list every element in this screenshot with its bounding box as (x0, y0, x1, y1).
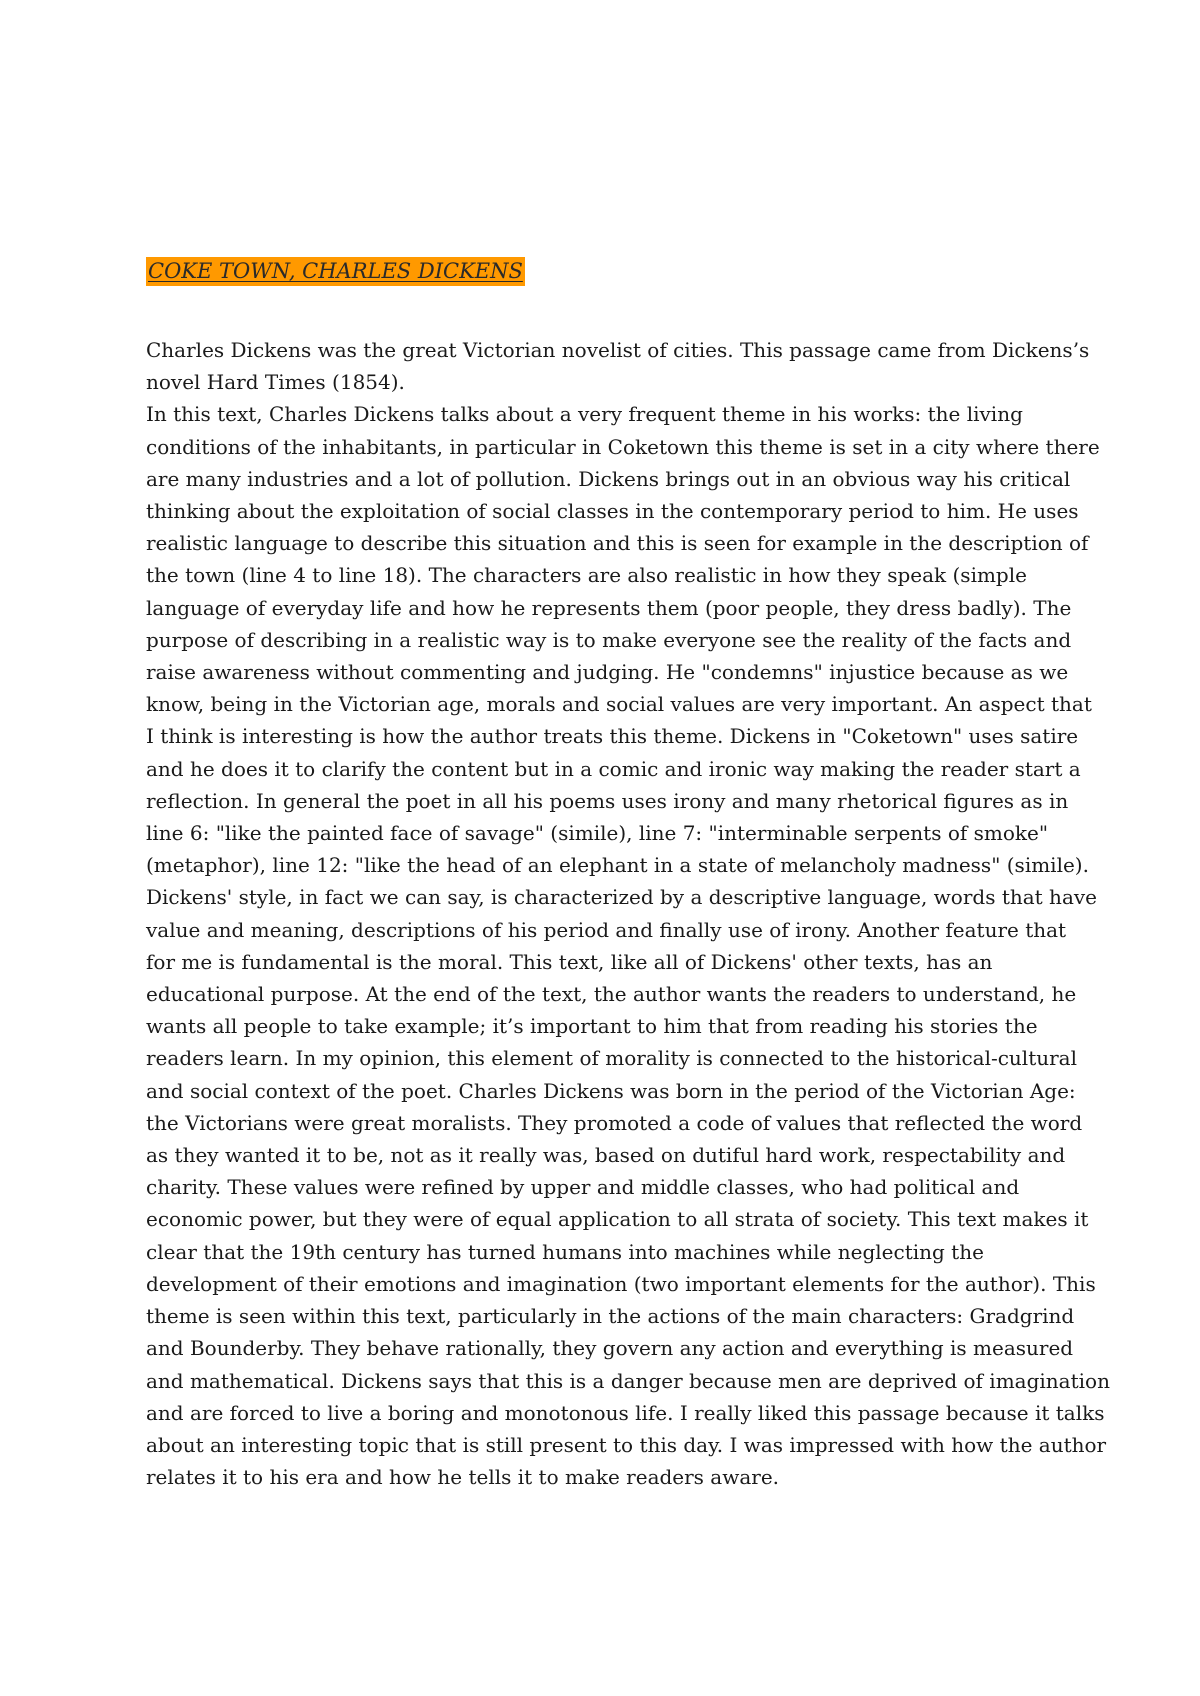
body-text-line: about an interesting topic that is still present to this day. I was impressed with how the author (146, 1432, 1107, 1457)
body-text-line: the Victorians were great moralists. They promoted a code of values that reflected the word (146, 1110, 1083, 1135)
body-text-line: Dickens' style, in fact we can say, is characterized by a descriptive language, words that have (146, 885, 1097, 910)
document-body (146, 334, 1110, 1493)
body-text-line: as they wanted it to be, not as it really was, based on dutiful hard work, respectability and (146, 1143, 1066, 1168)
body-text-line: wants all people to take example; it’s important to him that from reading his stories the (146, 1014, 1038, 1039)
body-text-line: and Bounderby. They behave rationally, they govern any action and everything is measured (146, 1336, 1074, 1361)
body-text-line: Charles Dickens was the great Victorian novelist of cities. This passage came from Dickens’s (146, 338, 1090, 362)
body-text-line: the town (line 4 to line 18). The characters are also realistic in how they speak (simple (146, 563, 1027, 588)
body-text-line: In this text, Charles Dickens talks about a very frequent theme in his works: the living (146, 402, 1023, 427)
body-text-line: relates it to his era and how he tells it to make readers aware. (146, 1465, 780, 1490)
body-text-line: know, being in the Victorian age, morals and social values are very important. An aspect that (146, 692, 1092, 717)
body-text-line: economic power, but they were of equal application to all strata of society. This text makes it (146, 1207, 1089, 1232)
body-text-line: educational purpose. At the end of the text, the author wants the readers to understand, he (146, 982, 1077, 1007)
body-text-line: readers learn. In my opinion, this element of morality is connected to the historical-cultural (146, 1046, 1077, 1071)
body-text-line: (metaphor), line 12: "like the head of an elephant in a state of melancholy madness" (simile). (146, 853, 1089, 878)
body-text-line: for me is fundamental is the moral. This text, like all of Dickens' other texts, has an (146, 949, 993, 974)
body-text-line: language of everyday life and how he represents them (poor people, they dress badly). The (146, 595, 1072, 620)
body-text-line: I think is interesting is how the author treats this theme. Dickens in "Coketown" uses satire (146, 724, 1079, 749)
body-text-line: novel Hard Times (1854). (146, 370, 405, 395)
body-text-line: thinking about the exploitation of social classes in the contemporary period to him. He uses (146, 499, 1079, 524)
body-text-line: line 6: "like the painted face of savage" (simile), line 7: "interminable serpents of smoke" (146, 821, 1049, 846)
body-text-line: are many industries and a lot of pollution. Dickens brings out in an obvious way his critical (146, 466, 1071, 491)
body-text-line: purpose of describing in a realistic way is to make everyone see the reality of the facts and (146, 627, 1072, 652)
body-text-line: charity. These values were refined by upper and middle classes, who had political and (146, 1175, 1020, 1200)
body-text-line: realistic language to describe this situation and this is seen for example in the description of (146, 531, 1089, 556)
body-text-line: raise awareness without commenting and judging. He "condemns" injustice because as we (146, 660, 1069, 685)
body-text-line: and he does it to clarify the content but in a comic and ironic way making the reader start a (146, 756, 1081, 781)
body-text-line: value and meaning, descriptions of his period and finally use of irony. Another feature that (146, 917, 1067, 942)
body-text-line: and are forced to live a boring and monotonous life. I really liked this passage because it talks (146, 1400, 1105, 1425)
body-text-line: reflection. In general the poet in all his poems uses irony and many rhetorical figures as in (146, 788, 1069, 813)
body-text-line: clear that the 19th century has turned humans into machines while neglecting the (146, 1239, 984, 1264)
body-text-line: and social context of the poet. Charles Dickens was born in the period of the Victorian Age: (146, 1078, 1076, 1103)
body-text-line: conditions of the inhabitants, in particular in Coketown this theme is set in a city where there (146, 434, 1100, 459)
body-text-line: development of their emotions and imagination (two important elements for the author). This (146, 1271, 1096, 1296)
body-text-line: and mathematical. Dickens says that this is a danger because men are deprived of imagination (146, 1368, 1110, 1393)
body-text-line: theme is seen within this text, particularly in the actions of the main characters: Gradgrind (146, 1304, 1075, 1329)
document-title: COKE TOWN, CHARLES DICKENS (146, 257, 525, 286)
